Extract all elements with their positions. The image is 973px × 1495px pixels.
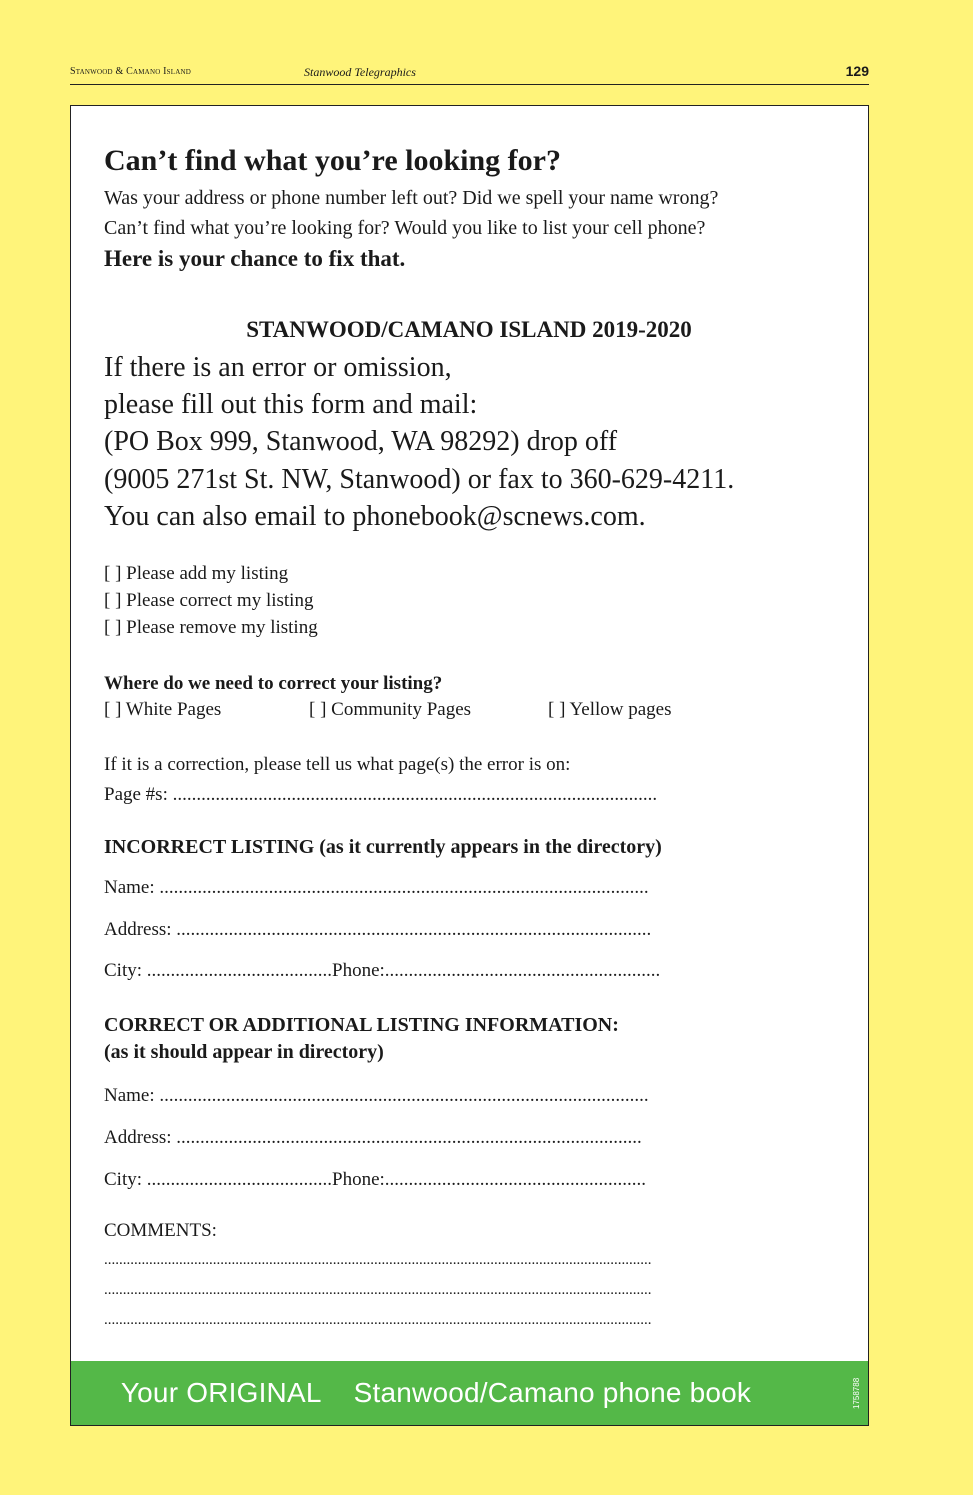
tagline-banner <box>71 1361 868 1425</box>
option-add-listing: [ ] Please add my listing <box>104 563 289 584</box>
intro-bold: Here is your chance to fix that. <box>104 246 406 271</box>
publisher-name: Stanwood Telegraphics <box>304 65 416 79</box>
incorrect-city-phone-row <box>104 960 660 982</box>
directory-year: STANWOOD/CAMANO ISLAND 2019-2020 <box>246 317 692 342</box>
correct-heading-1: CORRECT OR ADDITIONAL LISTING INFORMATION: <box>104 1014 619 1036</box>
tagline-part-1: Your ORIGINAL <box>120 1377 322 1408</box>
running-head <box>70 62 869 85</box>
instruction-line-4: (9005 271st St. NW, Stanwood) or fax to 360-629-4211. <box>104 464 735 495</box>
option-yellow-pages: [ ] Yellow pages <box>548 699 672 720</box>
where-heading: Where do we need to correct your listing? <box>104 673 443 694</box>
tagline-part-2: Stanwood/Camano phone book <box>353 1377 752 1408</box>
instruction-line-1: If there is an error or omission, <box>104 352 452 383</box>
section-name: Stanwood & Camano Island <box>70 66 192 77</box>
correct-phone-field: Phone:....................................................... <box>332 1169 647 1190</box>
incorrect-phone-field: Phone:.......................................................... <box>332 960 661 981</box>
incorrect-city-field: City: ....................................... <box>104 960 333 981</box>
correct-heading-2: (as it should appear in directory) <box>104 1041 384 1063</box>
tagline <box>71 1361 801 1425</box>
ad-code: 1758788 <box>852 1377 861 1409</box>
comment-line-2: .................................................................................................................................................. <box>104 1282 652 1298</box>
page-question: If it is a correction, please tell us what page(s) the error is on: <box>104 754 571 775</box>
comment-line-3: .................................................................................................................................................. <box>104 1312 652 1328</box>
instruction-line-5: You can also email to phonebook@scnews.com. <box>104 501 646 532</box>
instruction-line-3: (PO Box 999, Stanwood, WA 98292) drop off <box>104 426 618 457</box>
form-title: Can’t find what you’re looking for? <box>104 144 561 177</box>
comment-line-1: .................................................................................................................................................. <box>104 1252 652 1268</box>
incorrect-name-field: Name: ....................................................................................................... <box>104 877 649 898</box>
comments-label: COMMENTS: <box>104 1220 217 1241</box>
option-community-pages: [ ] Community Pages <box>309 699 472 720</box>
incorrect-address-field: Address: .................................................................................................... <box>104 919 652 940</box>
correct-city-field: City: ....................................... <box>104 1169 333 1190</box>
intro-line-2: Can’t find what you’re looking for? Would you like to list your cell phone? <box>104 217 706 239</box>
correct-city-phone-row <box>104 1169 646 1191</box>
option-white-pages: [ ] White Pages <box>104 699 222 720</box>
instruction-line-2: please fill out this form and mail: <box>104 389 478 420</box>
incorrect-heading: INCORRECT LISTING (as it currently appears in the directory) <box>104 836 662 858</box>
page-number: 129 <box>845 63 869 79</box>
correct-name-field: Name: ....................................................................................................... <box>104 1085 649 1106</box>
option-correct-listing: [ ] Please correct my listing <box>104 590 314 611</box>
option-remove-listing: [ ] Please remove my listing <box>104 617 318 638</box>
correct-address-field: Address: .................................................................................................. <box>104 1127 642 1148</box>
intro-line-1: Was your address or phone number left out? Did we spell your name wrong? <box>104 187 719 209</box>
page-numbers-field: Page #s: ...................................................................................................... <box>104 784 658 805</box>
correction-form-ad <box>70 105 869 1426</box>
